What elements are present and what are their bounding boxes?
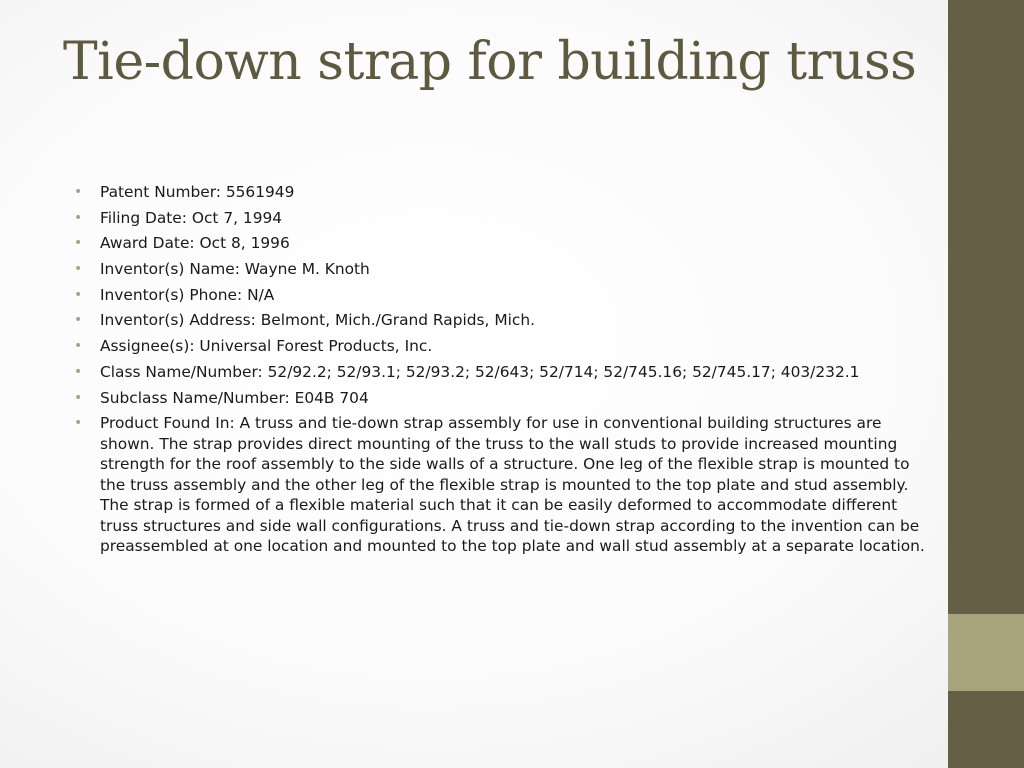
bullet-item <box>74 413 926 557</box>
bullet-icon: • <box>74 389 83 406</box>
bullet-item <box>74 388 926 409</box>
side-decoration-accent <box>948 614 1024 691</box>
bullet-text: Patent Number: 5561949 <box>100 183 295 201</box>
bullet-item <box>74 182 926 203</box>
bullet-icon: • <box>74 184 83 200</box>
bullet-item <box>74 362 926 383</box>
bullet-icon: • <box>74 286 83 303</box>
bullet-text: Inventor(s) Name: Wayne M. Knoth <box>100 260 370 279</box>
bullet-icon: • <box>74 363 83 380</box>
bullet-icon: • <box>74 235 83 252</box>
bullet-text: Award Date: Oct 8, 1996 <box>100 234 290 253</box>
bullet-text: Subclass Name/Number: E04B 704 <box>100 388 369 407</box>
bullet-item <box>74 285 926 306</box>
bullet-text: Product Found In: A truss and tie-down strap assembly for use in conventional building structures are shown. The strap provides direct mounting of the truss to the wall studs to provide increased mounting strength for the roof assembly to the side walls of a structure. One leg of the flexible strap is mounted to the truss assembly and the other leg of the flexible strap is mounted to the top plate and stud assembly. The strap is formed of a flexible material such that it can be easily deformed to accommodate different truss structures and side wall configurations. A truss and tie-down strap according to the invention can be preassembled at one location and mounted to the top plate and wall stud assembly at a separate location. <box>100 414 925 556</box>
bullet-item <box>74 336 926 357</box>
bullet-icon: • <box>74 209 83 226</box>
bullet-item <box>74 259 926 280</box>
bullet-text: Filing Date: Oct 7, 1994 <box>100 208 283 227</box>
bullet-item <box>74 310 926 331</box>
bullet-text: Class Name/Number: 52/92.2; 52/93.1; 52/93.2; 52/643; 52/714; 52/745.16; 52/745.17; 403/232.1 <box>100 362 860 381</box>
bullet-item <box>74 208 926 229</box>
bullet-text: Inventor(s) Address: Belmont, Mich./Grand Rapids, Mich. <box>100 311 535 330</box>
bullet-icon: • <box>74 338 83 355</box>
bullet-list <box>74 182 926 562</box>
bullet-icon: • <box>74 415 83 432</box>
bullet-text: Inventor(s) Phone: N/A <box>100 285 275 304</box>
bullet-text: Assignee(s): Universal Forest Products, Inc. <box>100 337 433 356</box>
bullet-icon: • <box>74 261 83 278</box>
slide-title: Tie-down strap for building truss <box>63 32 917 92</box>
bullet-item <box>74 233 926 254</box>
bullet-icon: • <box>74 312 83 329</box>
